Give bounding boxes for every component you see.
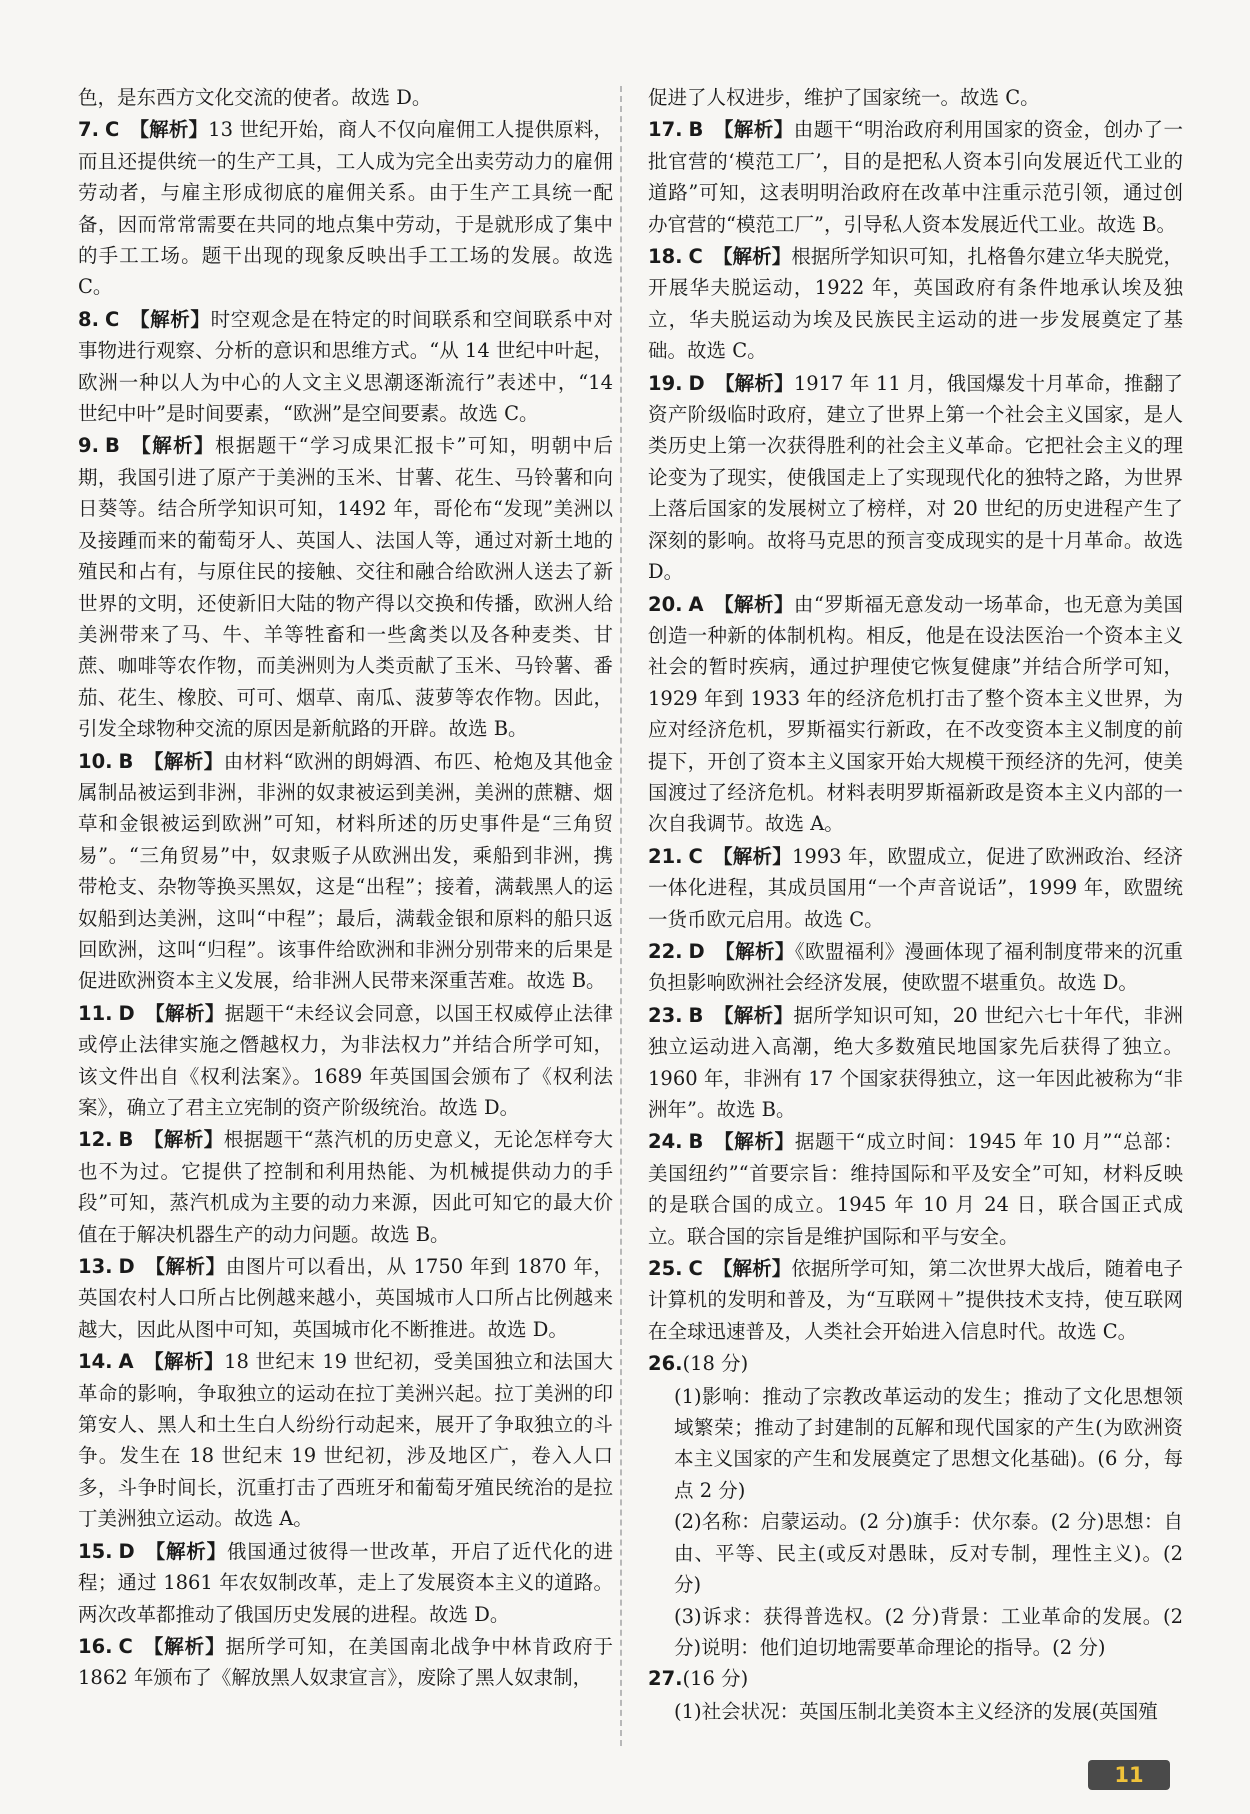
answer-choice: D (118, 1255, 135, 1279)
answer-item (648, 114, 1183, 240)
answer-text: 由图片可以看出，从 1750 年到 1870 年，英国农村人口所占比例越来越小，英国城市人口所占比例越来越大，因此从图中可知，英国城市化不断推进。故选 D。 (78, 1255, 613, 1341)
analysis-tag: 【解析】 (129, 118, 209, 142)
question-number: 9. (78, 434, 99, 458)
answer-item (78, 114, 613, 302)
question-number: 16. (78, 1634, 113, 1658)
answer-item (78, 1251, 613, 1345)
answer-text: 根据题干“蒸汽机的历史意义，无论怎样夸大也不为过。它提供了控制和利用热能、为机械提供动力的手段”可知，蒸汽机成为主要的动力来源，因此可知它的最大价值在于解决机器生产的动力问题。故选 B。 (78, 1128, 613, 1246)
answer-choice: C (688, 1257, 703, 1281)
answer-choice: A (688, 592, 704, 616)
question-number: 19. (648, 371, 683, 395)
answer-choice: B (688, 1003, 704, 1027)
analysis-tag: 【解析】 (713, 1130, 795, 1154)
answer-item (648, 368, 1183, 588)
answer-choice: B (688, 118, 704, 142)
question-number: 15. (78, 1539, 113, 1563)
answer-choice: D (688, 939, 705, 963)
answer-item (674, 1381, 1183, 1507)
analysis-tag: 【解析】 (712, 245, 792, 269)
question-number: 10. (78, 749, 113, 773)
answer-choice: B (118, 749, 134, 773)
answer-text: (16 分) (682, 1667, 749, 1691)
analysis-tag: 【解析】 (143, 749, 224, 773)
analysis-tag: 【解析】 (143, 1128, 224, 1152)
answer-item (78, 304, 613, 430)
answer-text: 据题干“成立时间：1945 年 10 月”“总部：美国纽约”“首要宗旨：维持国际和平及安全”可知，材料反映的是联合国的成立。1945 年 10 月 24 日，联合国正式成立。联合国的宗旨是维护国际和平与安全。 (648, 1130, 1183, 1248)
answer-choice: C (104, 307, 120, 331)
question-number: 7. (78, 118, 99, 142)
right-column (648, 82, 1183, 1727)
question-number: 14. (78, 1350, 113, 1374)
analysis-tag: 【解析】 (144, 1255, 226, 1279)
answer-choice: C (104, 118, 120, 142)
answer-text: 由材料“欧洲的朗姆酒、布匹、枪炮及其他金属制品被运到非洲，非洲的奴隶被运到美洲，美洲的蔗糖、烟草和金银被运到欧洲”可知，材料所述的历史事件是“三角贸易”。“三角贸易”中，奴隶贩子从欧洲出发，乘船到非洲，携带枪支、杂物等换买黑奴，这是“出程”；接着，满载黑人的运奴船到达美洲，这叫“中程”；最后，满载金银和原料的船只返回欧洲，这叫“归程”。该事件给欧洲和非洲分别带来的后果是促进欧洲资本主义发展，给非洲人民带来深重苦难。故选 B。 (78, 749, 613, 993)
answer-text: 色，是东西方文化交流的使者。故选 D。 (78, 86, 432, 109)
analysis-tag: 【解析】 (143, 1350, 225, 1374)
answer-item (648, 841, 1183, 935)
answer-item (648, 1663, 1183, 1694)
question-number: 24. (648, 1130, 683, 1154)
answer-item (674, 1601, 1183, 1664)
analysis-tag: 【解析】 (713, 592, 794, 616)
analysis-tag: 【解析】 (129, 307, 211, 331)
answer-text: (1)社会状况：英国压制北美资本主义经济的发展(英国殖 (674, 1699, 1158, 1723)
question-number: 13. (78, 1255, 113, 1279)
answer-item (78, 1631, 613, 1694)
answer-text: 由题干“明治政府利用国家的资金，创办了一批官营的‘模范工厂’，目的是把私人资本引向发展近代工业的道路”可知，这表明明治政府在改革中注重示范引领，通过创办官营的“模范工厂”，引导私人资本发展近代工业。故选 B。 (648, 118, 1183, 236)
answer-item (648, 589, 1183, 840)
answer-choice: A (118, 1350, 134, 1374)
answer-item (78, 998, 613, 1124)
answer-text: (3)诉求：获得普选权。(2 分)背景：工业革命的发展。(2 分)说明：他们迫切地需要革命理论的指导。(2 分) (674, 1604, 1183, 1659)
question-number: 12. (78, 1128, 113, 1152)
answer-text: (2)名称：启蒙运动。(2 分)旗手：伏尔泰。(2 分)思想：自由、平等、民主(或反对愚昧，反对专制，理性主义)。(2 分) (674, 1510, 1183, 1597)
analysis-tag: 【解析】 (129, 434, 215, 458)
question-number: 20. (648, 592, 683, 616)
answer-item (648, 1253, 1183, 1347)
answer-item (78, 82, 613, 113)
answer-item (648, 82, 1183, 113)
answer-choice: C (688, 844, 703, 868)
answer-text: 据所学知识可知，20 世纪六七十年代，非洲独立运动进入高潮，绝大多数殖民地国家先后获得了独立。1960 年，非洲有 17 个国家获得独立，这一年因此被称为“非洲年”。故选 B。 (648, 1003, 1183, 1121)
left-column (78, 82, 613, 1695)
question-number: 11. (78, 1001, 113, 1025)
question-number: 25. (648, 1257, 683, 1281)
answer-choice: C (118, 1634, 133, 1658)
page-number: 11 (1088, 1760, 1170, 1790)
answer-item (648, 1126, 1183, 1252)
question-number: 23. (648, 1003, 683, 1027)
answer-text: 时空观念是在特定的时间联系和空间联系中对事物进行观察、分析的意识和思维方式。“从 14 世纪中叶起，欧洲一种以人为中心的人文主义思潮逐渐流行”表述中，“14 世纪中叶”是时间要素，“欧洲”是空间要素。故选 C。 (78, 307, 613, 426)
answer-choice: D (118, 1001, 135, 1025)
analysis-tag: 【解析】 (714, 371, 794, 395)
answer-item (648, 241, 1183, 367)
answer-item (648, 1348, 1183, 1379)
answer-text: 俄国通过彼得一世改革，开启了近代化的进程；通过 1861 年农奴制改革，走上了发展资本主义的道路。两次改革都推动了俄国历史发展的进程。故选 D。 (78, 1539, 613, 1626)
question-number: 17. (648, 118, 683, 142)
answer-item (648, 936, 1183, 999)
answer-text: 1917 年 11 月，俄国爆发十月革命，推翻了资产阶级临时政府，建立了世界上第一个社会主义国家，是人类历史上第一次获得胜利的社会主义革命。它把社会主义的理论变为了现实，使俄国走上了实现现代化的独特之路，为世界上落后国家的发展树立了榜样，对 20 世纪的历史进程产生了深刻的影响。故将马克思的预言变成现实的是十月革命。故选 D。 (648, 371, 1183, 584)
answer-text: 由“罗斯福无意发动一场革命，也无意为美国创造一种新的体制机构。相反，他是在设法医治一个资本主义社会的暂时疾病，通过护理使它恢复健康”并结合所学可知，1929 年到 1933 年的经济危机打击了整个资本主义世界，为应对经济危机，罗斯福实行新政，在不改变资本主义制度的前提下，开创了资本主义国家开始大规模干预经济的先河，使美国渡过了经济危机。材料表明罗斯福新政是资本主义内部的一次自我调节。故选 A。 (648, 592, 1183, 836)
question-number: 26. (648, 1352, 683, 1376)
answer-text: 促进了人权进步，维护了国家统一。故选 C。 (648, 86, 1040, 109)
question-number: 21. (648, 844, 683, 868)
answer-text: (18 分) (682, 1352, 749, 1376)
answer-choice: B (688, 1130, 704, 1154)
answer-choice: D (118, 1539, 135, 1563)
answer-item (78, 1124, 613, 1250)
question-number: 8. (78, 307, 99, 331)
answer-text: 13 世纪开始，商人不仅向雇佣工人提供原料，而且还提供统一的生产工具，工人成为完全出卖劳动力的雇佣劳动者，与雇主形成彻底的雇佣关系。由于生产工具统一配备，因而常常需要在共同的地点集中劳动，于是就形成了集中的手工工场。题干出现的现象反映出手工工场的发展。故选 C。 (78, 118, 613, 299)
answer-text: 根据题干“学习成果汇报卡”可知，明朝中后期，我国引进了原产于美洲的玉米、甘薯、花生、马铃薯和向日葵等。结合所学知识可知，1492 年，哥伦布“发现”美洲以及接踵而来的葡萄牙人、英国人、法国人等，通过对新土地的殖民和占有，与原住民的接触、交往和融合给欧洲人送去了新世界的文明，还使新旧大陆的物产得以交换和传播，欧洲人给美洲带来了马、牛、羊等牲畜和一些禽类以及各种麦类、甘蔗、咖啡等农作物，而美洲则为人类贡献了玉米、马铃薯、番茄、花生、橡胶、可可、烟草、南瓜、菠萝等农作物。因此，引发全球物种交流的原因是新航路的开辟。故选 B。 (78, 434, 613, 741)
answer-choice: B (104, 434, 120, 458)
analysis-tag: 【解析】 (142, 1634, 226, 1658)
answer-text: 根据所学知识可知，扎格鲁尔建立华夫脱党，开展华夫脱运动，1922 年，英国政府有条件地承认埃及独立，华夫脱运动为埃及民族民主运动的进一步发展奠定了基础。故选 C。 (648, 245, 1183, 363)
answer-item (78, 1346, 613, 1534)
analysis-tag: 【解析】 (714, 939, 795, 963)
column-divider (620, 86, 622, 1746)
answer-choice: B (118, 1128, 134, 1152)
answer-text: 《欧盟福利》漫画体现了福利制度带来的沉重负担影响欧洲社会经济发展，使欧盟不堪重负。故选 D。 (648, 939, 1183, 995)
analysis-tag: 【解析】 (713, 1003, 794, 1027)
answer-text: 依据所学可知，第二次世界大战后，随着电子计算机的发明和普及，为“互联网＋”提供技术支持，使互联网在全球迅速普及，人类社会开始进入信息时代。故选 C。 (648, 1257, 1183, 1343)
analysis-tag: 【解析】 (144, 1001, 225, 1025)
answer-choice: D (688, 371, 705, 395)
answer-item (78, 1536, 613, 1630)
analysis-tag: 【解析】 (712, 844, 792, 868)
answer-item (648, 1000, 1183, 1126)
answer-item (78, 746, 613, 997)
answer-item (78, 430, 613, 744)
answer-choice: C (688, 245, 703, 269)
answer-text: 据题干“未经议会同意，以国王权威停止法律或停止法律实施之僭越权力，为非法权力”并结合所学可知，该文件出自《权利法案》。1689 年英国国会颁布了《权利法案》，确立了君主立宪制的资产阶级统治。故选 D。 (78, 1001, 613, 1119)
question-number: 18. (648, 245, 683, 269)
analysis-tag: 【解析】 (713, 118, 794, 142)
question-number: 27. (648, 1667, 683, 1691)
answer-text: 1993 年，欧盟成立，促进了欧洲政治、经济一体化进程，其成员国用“一个声音说话”，1999 年，欧盟统一货币欧元启用。故选 C。 (648, 844, 1183, 931)
answer-text: 据所学可知，在美国南北战争中林肯政府于 1862 年颁布了《解放黑人奴隶宣言》，废除了黑人奴隶制， (78, 1634, 613, 1690)
analysis-tag: 【解析】 (144, 1539, 228, 1563)
analysis-tag: 【解析】 (712, 1257, 792, 1281)
answer-item (674, 1696, 1183, 1727)
answer-text: 18 世纪末 19 世纪初，受美国独立和法国大革命的影响，争取独立的运动在拉丁美洲兴起。拉丁美洲的印第安人、黑人和土生白人纷纷行动起来，展开了争取独立的斗争。发生在 18 世纪末 19 世纪初，涉及地区广，卷入人口多，斗争时间长，沉重打击了西班牙和葡萄牙殖民统治的是拉丁美洲独立运动。故选 A。 (78, 1350, 613, 1531)
question-number: 22. (648, 939, 683, 963)
answer-item (674, 1506, 1183, 1600)
answer-text: (1)影响：推动了宗教改革运动的发生；推动了文化思想领域繁荣；推动了封建制的瓦解和现代国家的产生(为欧洲资本主义国家的产生和发展奠定了思想文化基础)。(6 分，每点 2 分) (674, 1384, 1183, 1502)
